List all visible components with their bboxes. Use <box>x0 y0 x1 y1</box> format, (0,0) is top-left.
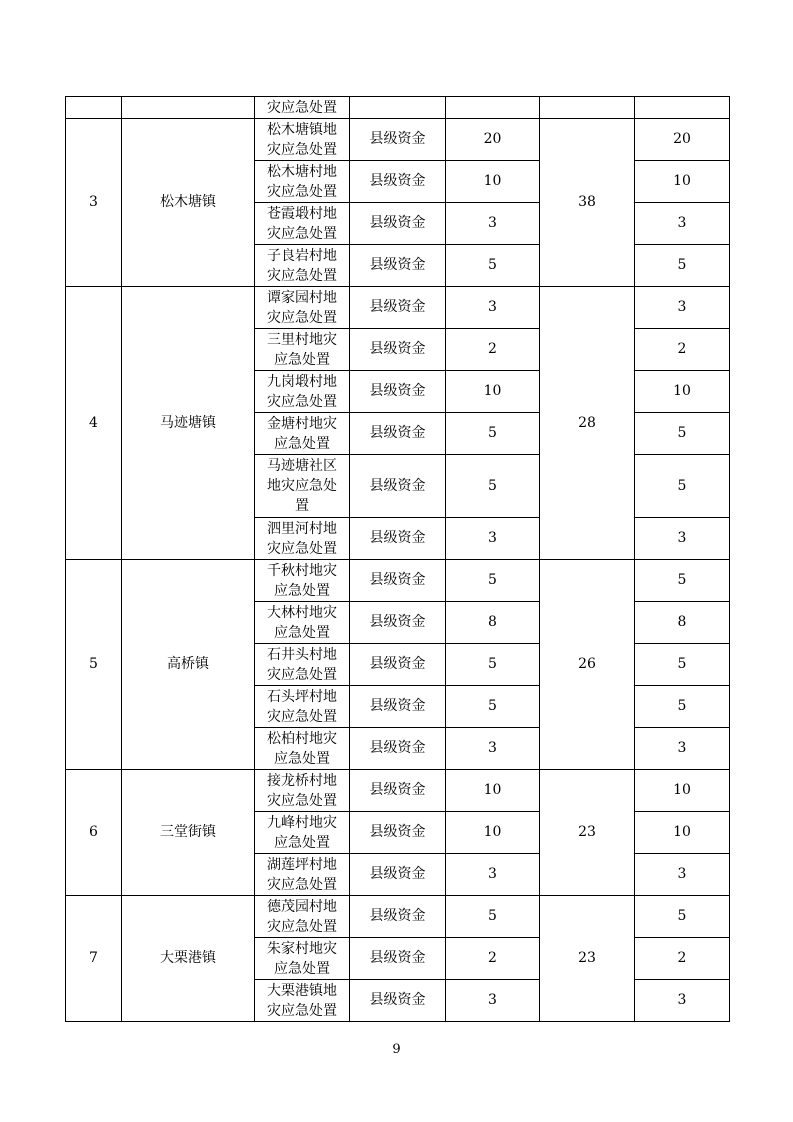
project-name-cell: 石头坪村地灾应急处置 <box>255 686 350 728</box>
allocated-amount-cell: 3 <box>635 518 730 560</box>
project-name-cell: 子良岩村地灾应急处置 <box>255 245 350 287</box>
serial-number-cell: 3 <box>66 119 122 287</box>
amount-cell: 5 <box>446 413 540 455</box>
amount-cell: 3 <box>446 518 540 560</box>
table-row <box>66 560 730 602</box>
amount-cell: 20 <box>446 119 540 161</box>
project-name-cell: 朱家村地灾应急处置 <box>255 938 350 980</box>
amount-cell: 5 <box>446 644 540 686</box>
fund-source-cell: 县级资金 <box>350 560 446 602</box>
fund-source-cell: 县级资金 <box>350 686 446 728</box>
fund-source-cell: 县级资金 <box>350 896 446 938</box>
table-row <box>66 770 730 812</box>
project-name-cell: 松柏村地灾应急处置 <box>255 728 350 770</box>
amount-cell: 10 <box>446 812 540 854</box>
fund-source-cell: 县级资金 <box>350 371 446 413</box>
project-name-cell: 德茂园村地灾应急处置 <box>255 896 350 938</box>
allocated-amount-cell: 3 <box>635 203 730 245</box>
amount-cell: 10 <box>446 371 540 413</box>
project-name-cell: 湖莲坪村地灾应急处置 <box>255 854 350 896</box>
allocated-amount-cell: 5 <box>635 455 730 518</box>
amount-cell: 5 <box>446 245 540 287</box>
allocated-amount-cell: 20 <box>635 119 730 161</box>
allocated-amount-cell: 10 <box>635 812 730 854</box>
town-total-cell: 38 <box>540 119 635 287</box>
serial-number-cell: 4 <box>66 287 122 560</box>
project-name-cell: 松木塘镇地灾应急处置 <box>255 119 350 161</box>
town-total-cell: 23 <box>540 896 635 1022</box>
allocated-amount-cell: 2 <box>635 329 730 371</box>
fund-source-cell: 县级资金 <box>350 245 446 287</box>
allocated-amount-cell: 10 <box>635 770 730 812</box>
project-name-cell: 泗里河村地灾应急处置 <box>255 518 350 560</box>
fund-source-cell: 县级资金 <box>350 329 446 371</box>
town-total-cell: 26 <box>540 560 635 770</box>
project-name-cell: 石井头村地灾应急处置 <box>255 644 350 686</box>
allocated-amount-cell: 3 <box>635 728 730 770</box>
serial-number-cell: 7 <box>66 896 122 1022</box>
amount-cell: 5 <box>446 686 540 728</box>
allocated-amount-cell: 10 <box>635 371 730 413</box>
amount-cell: 10 <box>446 770 540 812</box>
fund-source-cell: 县级资金 <box>350 812 446 854</box>
allocated-amount-cell: 5 <box>635 413 730 455</box>
amount-cell: 5 <box>446 455 540 518</box>
project-name-cell: 接龙桥村地灾应急处置 <box>255 770 350 812</box>
serial-number-cell: 6 <box>66 770 122 896</box>
town-total-cell: 23 <box>540 770 635 896</box>
allocated-amount-cell: 5 <box>635 686 730 728</box>
table-body <box>66 97 730 1022</box>
table-row <box>66 119 730 161</box>
allocated-amount-cell: 5 <box>635 560 730 602</box>
fund-source-cell: 县级资金 <box>350 980 446 1022</box>
amount-cell <box>446 97 540 119</box>
allocated-amount-cell: 10 <box>635 161 730 203</box>
amount-cell: 3 <box>446 980 540 1022</box>
town-cell: 松木塘镇 <box>122 119 255 287</box>
amount-cell: 5 <box>446 560 540 602</box>
project-name-cell: 大栗港镇地灾应急处置 <box>255 980 350 1022</box>
project-name-cell: 马迹塘社区地灾应急处置 <box>255 455 350 518</box>
amount-cell: 3 <box>446 728 540 770</box>
town-cell: 高桥镇 <box>122 560 255 770</box>
fund-source-cell: 县级资金 <box>350 203 446 245</box>
fund-source-cell: 县级资金 <box>350 644 446 686</box>
funding-table <box>65 96 730 1022</box>
fund-source-cell: 县级资金 <box>350 938 446 980</box>
fund-source-cell: 县级资金 <box>350 413 446 455</box>
amount-cell: 2 <box>446 938 540 980</box>
project-name-cell: 千秋村地灾应急处置 <box>255 560 350 602</box>
fund-source-cell: 县级资金 <box>350 854 446 896</box>
fund-source-cell: 县级资金 <box>350 455 446 518</box>
allocated-amount-cell: 3 <box>635 980 730 1022</box>
fund-source-cell: 县级资金 <box>350 119 446 161</box>
town-cell: 大栗港镇 <box>122 896 255 1022</box>
page-number: 9 <box>392 1042 401 1057</box>
amount-cell: 5 <box>446 896 540 938</box>
project-name-cell: 九岗塅村地灾应急处置 <box>255 371 350 413</box>
fund-source-cell: 县级资金 <box>350 602 446 644</box>
amount-cell: 8 <box>446 602 540 644</box>
table-row <box>66 896 730 938</box>
fund-source-cell <box>350 97 446 119</box>
allocated-amount-cell: 8 <box>635 602 730 644</box>
allocated-amount-cell: 3 <box>635 854 730 896</box>
fund-source-cell: 县级资金 <box>350 287 446 329</box>
amount-cell: 3 <box>446 203 540 245</box>
amount-cell: 2 <box>446 329 540 371</box>
serial-number-cell <box>66 97 122 119</box>
town-total-cell: 28 <box>540 287 635 560</box>
fund-source-cell: 县级资金 <box>350 770 446 812</box>
project-name-cell: 苍霞塅村地灾应急处置 <box>255 203 350 245</box>
project-name-cell: 三里村地灾应急处置 <box>255 329 350 371</box>
allocated-amount-cell: 5 <box>635 896 730 938</box>
table-row <box>66 287 730 329</box>
town-cell: 马迹塘镇 <box>122 287 255 560</box>
project-name-cell: 谭家园村地灾应急处置 <box>255 287 350 329</box>
fund-source-cell: 县级资金 <box>350 518 446 560</box>
amount-cell: 10 <box>446 161 540 203</box>
fund-source-cell: 县级资金 <box>350 728 446 770</box>
amount-cell: 3 <box>446 854 540 896</box>
allocated-amount-cell: 5 <box>635 245 730 287</box>
town-total-cell <box>540 97 635 119</box>
project-name-cell: 大林村地灾应急处置 <box>255 602 350 644</box>
fund-source-cell: 县级资金 <box>350 161 446 203</box>
allocated-amount-cell: 3 <box>635 287 730 329</box>
town-cell <box>122 97 255 119</box>
project-name-cell: 灾应急处置 <box>255 97 350 119</box>
project-name-cell: 松木塘村地灾应急处置 <box>255 161 350 203</box>
amount-cell: 3 <box>446 287 540 329</box>
project-name-cell: 金塘村地灾应急处置 <box>255 413 350 455</box>
town-cell: 三堂街镇 <box>122 770 255 896</box>
allocated-amount-cell: 5 <box>635 644 730 686</box>
serial-number-cell: 5 <box>66 560 122 770</box>
table-row <box>66 97 730 119</box>
project-name-cell: 九峰村地灾应急处置 <box>255 812 350 854</box>
allocated-amount-cell <box>635 97 730 119</box>
allocated-amount-cell: 2 <box>635 938 730 980</box>
